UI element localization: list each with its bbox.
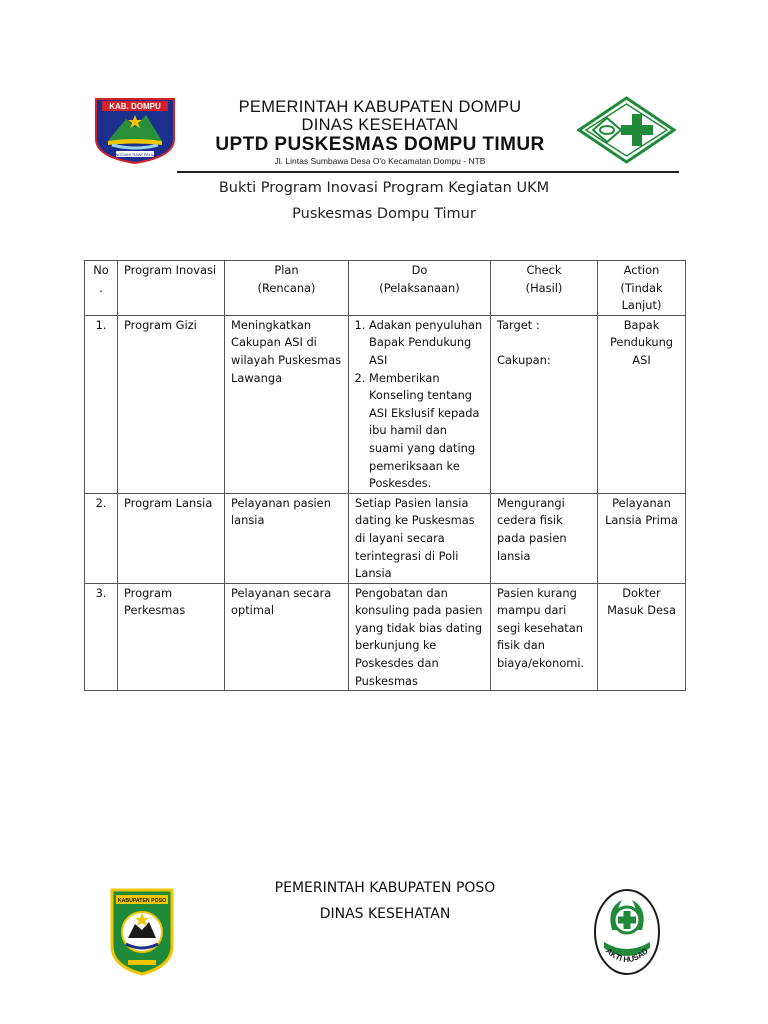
header-do: Do (Pelaksanaan) xyxy=(349,261,491,316)
poso-logo-text: KABUPATEN POSO xyxy=(117,898,167,904)
kab-dompu-motto: NGGAHI RAWI PAHU xyxy=(115,152,155,157)
footer-department: DINAS KESEHATAN xyxy=(319,906,451,922)
do-list-item: 2. Memberikan Konseling tentang ASI Ekslusif kepada ibu hamil dan suami yang dating pemeriksaan ke Poskesdes. xyxy=(369,370,484,493)
header-plan: Plan (Rencana) xyxy=(225,261,349,316)
innovation-program-table xyxy=(84,260,686,691)
cell-action: Pelayanan Lansia Prima xyxy=(598,493,686,583)
document-title: Bukti Program Inovasi Program Kegiatan UKM xyxy=(218,180,550,196)
cell-check: Pasien kurang mampu dari segi kesehatan fisik dan biaya/ekonomi. xyxy=(491,583,598,691)
kab-dompu-logo xyxy=(94,97,176,165)
cell-check: Mengurangi cedera fisik pada pasien lansia xyxy=(491,493,598,583)
table-row xyxy=(85,583,686,691)
letterhead-institution: UPTD PUSKESMAS DOMPU TIMUR xyxy=(215,134,545,155)
header-program: Program Inovasi xyxy=(118,261,225,316)
kab-dompu-logo-text: KAB. DOMPU xyxy=(109,102,161,111)
cell-plan: Meningkatkan Cakupan ASI di wilayah Puskesmas Lawanga xyxy=(225,315,349,493)
letterhead-department: DINAS KESEHATAN xyxy=(301,116,459,134)
cell-action: Bapak Pendukung ASI xyxy=(598,315,686,493)
cell-no: 2. xyxy=(85,493,118,583)
cell-plan: Pelayanan pasien lansia xyxy=(225,493,349,583)
header-action: Action (Tindak Lanjut) xyxy=(598,261,686,316)
letterhead-divider xyxy=(177,171,679,173)
cell-plan: Pelayanan secara optimal xyxy=(225,583,349,691)
cell-program: Program Gizi xyxy=(118,315,225,493)
check-target: Target : xyxy=(497,317,540,332)
footer-government: PEMERINTAH KABUPATEN POSO xyxy=(274,880,496,896)
table-header-row xyxy=(85,261,686,316)
bakti-husada-logo xyxy=(592,886,662,978)
do-list-item: 1. Adakan penyuluhan Bapak Pendukung ASI xyxy=(369,317,484,370)
cell-do xyxy=(349,315,491,493)
cell-no: 3. xyxy=(85,583,118,691)
cell-no: 1. xyxy=(85,315,118,493)
puskesmas-logo xyxy=(577,96,676,164)
header-no: No . xyxy=(85,261,118,316)
cell-program: Program Lansia xyxy=(118,493,225,583)
header-check: Check (Hasil) xyxy=(491,261,598,316)
cell-do: Setiap Pasien lansia dating ke Puskesmas di layani secara terintegrasi di Poli Lansia xyxy=(349,493,491,583)
bakti-husada-text: AKTI HUSAD xyxy=(604,946,650,965)
cell-check xyxy=(491,315,598,493)
letterhead-address: Jl. Lintas Sumbawa Desa O'o Kecamatan Dompu - NTB xyxy=(274,156,486,166)
letterhead-government: PEMERINTAH KABUPATEN DOMPU xyxy=(238,98,522,116)
table-row xyxy=(85,315,686,493)
cell-do: Pengobatan dan konsuling pada pasien yang tidak bias dating berkunjung ke Poskesdes dan Puskesmas xyxy=(349,583,491,691)
document-subtitle: Puskesmas Dompu Timur xyxy=(292,206,476,222)
check-cakupan: Cakupan: xyxy=(497,352,551,367)
kabupaten-poso-logo xyxy=(108,886,176,976)
cell-action: Dokter Masuk Desa xyxy=(598,583,686,691)
cell-program: Program Perkesmas xyxy=(118,583,225,691)
table-row xyxy=(85,493,686,583)
